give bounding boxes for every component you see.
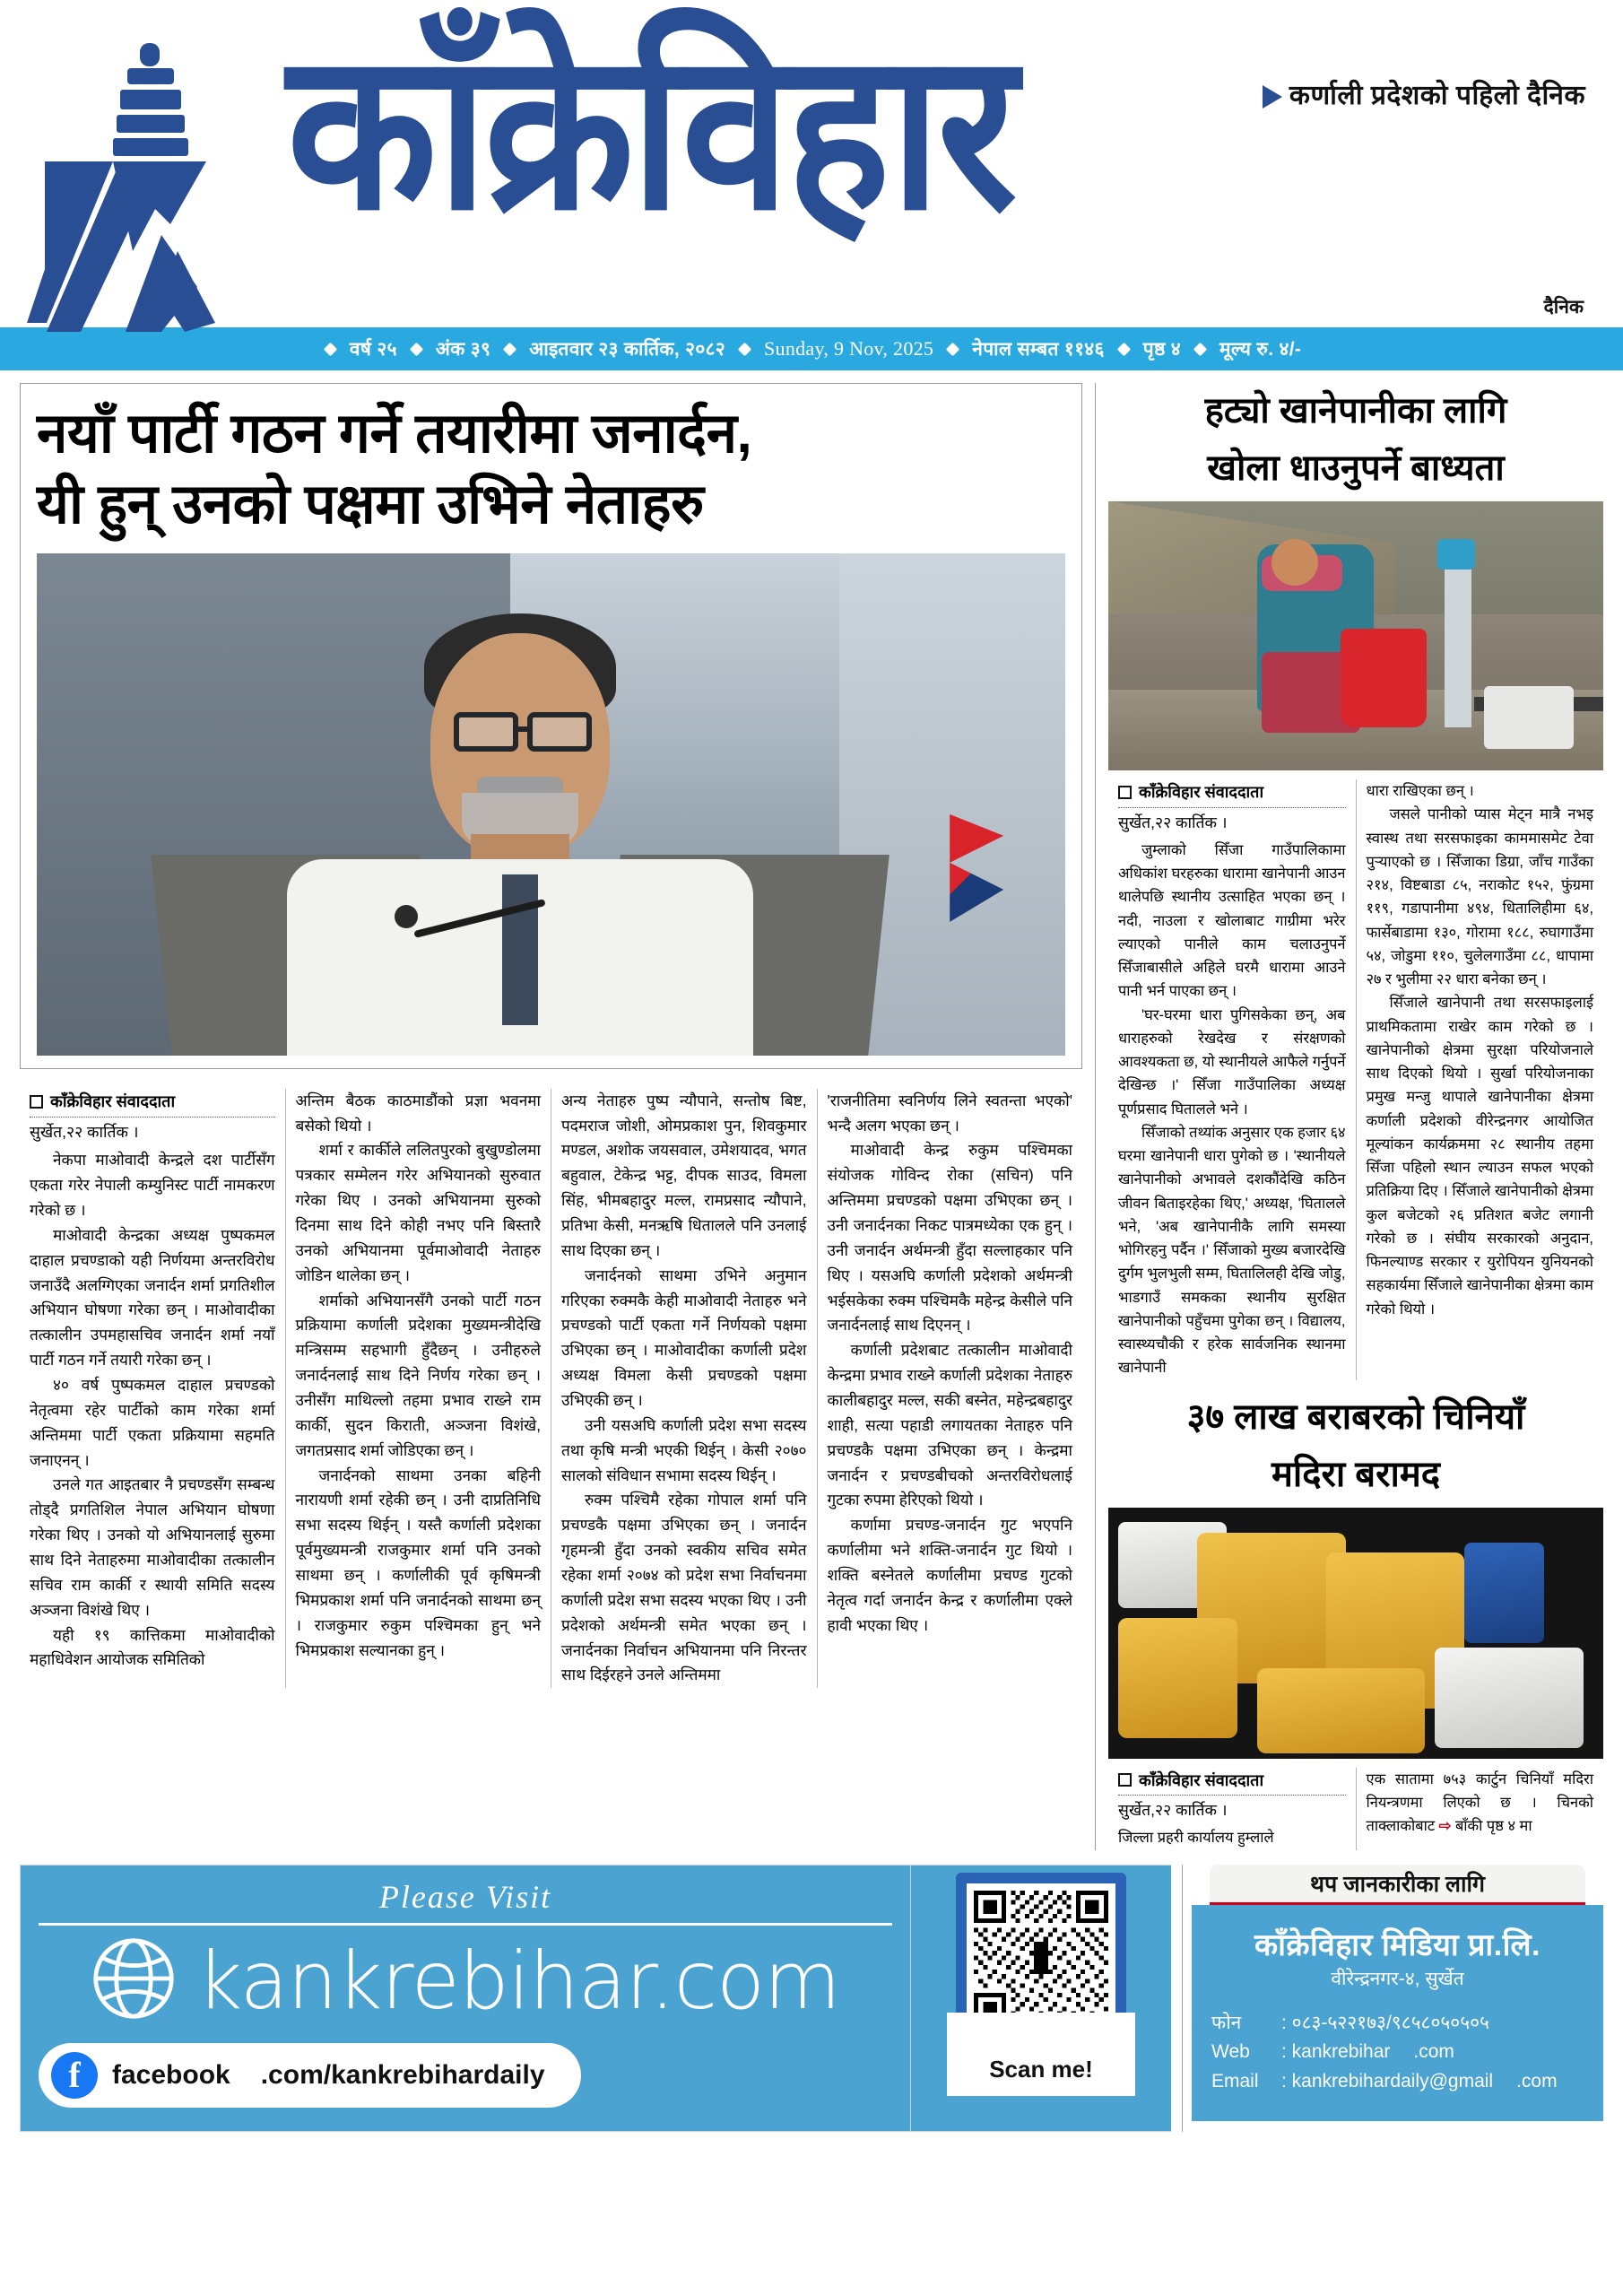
contact-web-domain: kankrebihar xyxy=(1291,2041,1391,2063)
lead-paragraph: अन्तिम बैठक काठमाडौंको प्रज्ञा भवनमा बसेको थियो । xyxy=(295,1091,541,1135)
lead-column-4 xyxy=(818,1089,1083,1689)
contact-panel xyxy=(1192,1905,1603,2122)
info-nepal-sambat-text: नेपाल सम्बत ११४६ xyxy=(972,339,1105,360)
please-visit-label: Please Visit xyxy=(39,1878,892,1926)
diamond-bullet-icon xyxy=(503,342,517,356)
lead-paragraph: शर्माको अभियानसँगै उनको पार्टी गठन प्रक्रियामा कर्णाली प्रदेशका मुख्यमन्त्रीदेखि मन्त्रिसम्म सहभागी हुँदैछन् । उनीहरुले जनार्दनलाई साथ दिने निर्णय गरेका छन् । उनीसँग माथिल्लो तहमा प्रभाव राख्ने राम कार्की, सुदन किरातीे, अञ्जना विशंखे, जगतप्रसाद शर्मा जोडिएका छन् । xyxy=(295,1291,541,1459)
diamond-bullet-icon xyxy=(410,342,424,356)
lead-paragraph: रुक्म पश्चिमै रहेका गोपाल शर्मा पनि प्रचण्डकै पक्षमा उभिएका छन् । जनार्दन गृहमन्त्री हुँदा उनको स्वकीय सचिव समेत रहेका शर्मा २०७४ को प्रदेश सभा निर्वाचनमा कर्णाली प्रदेश सभा सदस्य भएका थिए । उनी प्रदेशको अर्थमन्त्री समेत भएका छन् । जनार्दनका निर्वाचन अभियानमा पनि निरन्तर साथ दिईरहने उनले अन्तिममा xyxy=(561,1491,807,1684)
water-paragraph: जुम्लाको सिँजा गाउँपालिकामा अधिकांश घरहरुका धारामा खानेपानी आउन थालेपछि स्थानीय उत्साहित भएका छन् । नदी, नाउला र खोलाबाट गाग्रीमा भरेर ल्याएको पानीले काम चलाउनुपर्ने सिँजाबासीले अहिले घरमै धारामा आउने पानी भर्न पाएका छन् । xyxy=(1118,841,1346,1000)
info-pages-text: पृष्ठ ४ xyxy=(1142,339,1181,360)
diamond-bullet-icon xyxy=(946,342,960,356)
footer-advertisement xyxy=(20,1865,1603,2132)
contact-phone-value: : ०८३-५२२१७३/९८५८०५०५०५ xyxy=(1281,2012,1489,2033)
lead-paragraph: माओवादी केन्द्र रुकुम पश्चिमका संयोजक गोविन्द रोका (सचिन) पनि अन्तिममा प्रचण्डको पक्षमा उभिएका छन् । उनी जनार्दनका निकट पात्रमध्येका एक हुन् । उनी जनार्दन अर्थमन्त्री हुँदा सल्लाहकार पनि थिए । यसअघि कर्णाली प्रदेशको अर्थमन्त्री भईसकेका रुक्म पश्चिमकै महेन्द्र केसीले पनि जनार्दनलाई साथ दिएनन् । xyxy=(827,1141,1072,1335)
water-column-2 xyxy=(1357,779,1604,1380)
column-divider xyxy=(1095,383,1096,1850)
diamond-bullet-icon xyxy=(1116,342,1131,356)
side-headline-1-line-2: खोला धाउनुपर्ने बाध्यता xyxy=(1207,448,1505,488)
liquor-dateline: सुर्खेत,२२ कार्तिक । xyxy=(1118,1801,1228,1820)
liquor-column-1 xyxy=(1108,1768,1357,1850)
lead-paragraph: कर्णामा प्रचण्ड-जनार्दन गुट भएपनि कर्णालीमा भने शक्ति-जनार्दन गुट थियो । शक्ति बस्नेतले कर्णालीमा प्रचण्ड गुटको नेतृत्व गर्दा जनार्दन केन्द्र र कर्णालीमा एक्ले हावी भएका थिए । xyxy=(827,1516,1072,1634)
qr-code-block[interactable] xyxy=(911,1865,1171,2132)
liquor-paragraph-text: एक सातामा ७५३ कार्टुन चिनियाँ मदिरा नियन्त्रणमा लिएको छ । चिनको ताक्लाकोबाट xyxy=(1366,1770,1593,1835)
continuation-arrow-icon: ⇨ xyxy=(1438,1818,1452,1835)
more-info-tab: थप जानकारीका लागि xyxy=(1210,1865,1585,1905)
water-byline-text: काँक्रेविहार संवाददाता xyxy=(1139,783,1264,801)
info-issue-text: अंक ३९ xyxy=(435,339,491,360)
contact-email-label: Email xyxy=(1211,2070,1259,2092)
side-headline-2-line-1: ३७ लाख बराबरको चिनियाँ xyxy=(1186,1396,1525,1437)
contact-phone-label: फोन xyxy=(1211,2012,1242,2033)
liquor-column-2 xyxy=(1357,1768,1604,1850)
lead-paragraph: कर्णाली प्रदेशबाट तत्कालीन माओवादी केन्द्रमा प्रभाव राख्ने कर्णाली प्रदेशका नेताहरु कालीबहादुर मल्ल, सकी बस्नेत, महेन्द्रबहादुर शाही, सत्या पहाडी लगायतका नेताहरु पनि प्रचण्डकै पक्षमा उभिएका छन् । केन्द्रमा जनार्दन र प्रचण्डबीचको अन्तरविरोधलाई गुटका रुपमा हेरिएको थियो । xyxy=(827,1341,1072,1509)
website-url-text[interactable]: kankrebihar.com xyxy=(196,1934,840,2027)
square-bullet-icon xyxy=(1118,786,1132,799)
lead-paragraph: उनले गत आइतबार नै प्रचण्डसँग सम्बन्ध तोड्दै प्रगतिशिल नेपाल अभियान घोषणा गरेका थिए । उनको यो अभियानलाई सुरुमा साथ दिने नेताहरुमा माओवादीका तत्कालीन सचिव राम कार्की र स्थायी समिति सदस्य अञ्जना विशंखे थिए । xyxy=(30,1475,275,1619)
lead-headline-line-2: यी हुन् उनको पक्षमा उभिने नेताहरु xyxy=(37,474,704,536)
secondary-stories-zone xyxy=(1108,383,1603,1850)
water-paragraph: 'घर-घरमा धारा पुगिसकेका छन्, अब धाराहरुको रेखदेख र संरक्षणको आवश्यकता छ, यो स्थानीयले आफैले गर्नुपर्ने देखिन्छ ।' सिँजा गाउँपालिका अध्यक्ष पूर्णप्रसाद घितालले भने । xyxy=(1118,1006,1346,1118)
side-headline-2-line-2: मदिरा बरामद xyxy=(1271,1454,1441,1494)
contact-email-value[interactable]: : kankrebihardaily@gmail .com xyxy=(1281,2070,1558,2092)
contact-rows xyxy=(1211,2009,1584,2097)
facebook-pill[interactable] xyxy=(39,2043,581,2108)
lead-headline-box xyxy=(20,383,1082,1069)
water-story-photo xyxy=(1108,501,1603,770)
triangle-arrow-icon xyxy=(1263,85,1282,109)
facebook-handle: .com/kankrebihardaily xyxy=(260,2059,545,2090)
info-english-date-text: Sunday, 9 Nov, 2025 xyxy=(764,337,934,360)
facebook-text xyxy=(112,2060,545,2091)
continuation-label: बाँकी पृष्ठ ४ मा xyxy=(1454,1818,1532,1835)
lead-paragraph: उनी यसअघि कर्णाली प्रदेश सभा सदस्य तथा कृषि मन्त्री भएकी थिईन् । केसी २०७० सालको संविधान सभामा सदस्य थिईन् । xyxy=(561,1415,807,1484)
info-english-date xyxy=(731,337,939,361)
lead-paragraph: शर्मा र कार्कीले ललितपुरको बुखुण्डोलमा पत्रकार सम्मेलन गरेर अभियानको सुरुवात गरेका थिए । उनको अभियानमा सुरुको दिनमा साथ दिने कोही नभए पनि बिस्तारै उनको अभियानमा पूर्वमाओवादी नेताहरु जोडिन थालेका छन् । xyxy=(295,1141,541,1284)
newspaper-nameplate: काँक्रेविहार xyxy=(287,10,1014,255)
lead-paragraph: जनार्दनको साथमा उभिने अनुमान गरिएका रुक्मकै केही माओवादी नेताहरु भने प्रचण्डको पार्टी एकता गर्ने निर्णयको पक्षमा उभिएका छन् । माओवादीका कर्णाली प्रदेश अध्यक्ष विमला केसी प्रचण्डको पक्षमा उभिएकी छन् । xyxy=(561,1265,807,1410)
info-nepali-date-text: आइतवार २३ कार्तिक, २०८२ xyxy=(529,339,725,360)
lead-story-zone xyxy=(20,383,1082,1850)
contact-web-label: Web xyxy=(1211,2041,1250,2063)
kankrebihar-logo-icon xyxy=(27,27,296,332)
water-paragraph: धारा राखिएका छन् । xyxy=(1366,783,1474,799)
water-column-1 xyxy=(1108,779,1357,1380)
lead-column-1 xyxy=(20,1089,286,1689)
company-address: वीरेन्द्रनगर-४, सुर्खेत xyxy=(1331,1968,1464,1989)
lead-column-2 xyxy=(286,1089,552,1689)
lead-paragraph: ४० वर्ष पुष्पकमल दाहाल प्रचण्डको नेतृत्वमा रहेर पार्टीको काम गरेका शर्मा अन्तिममा पार्टी एकता प्रक्रियामा सहमति जनाएनन् । xyxy=(30,1375,275,1469)
contact-panel-wrapper xyxy=(1182,1865,1603,2132)
masthead-tagline xyxy=(1263,75,1585,112)
diamond-bullet-icon xyxy=(324,342,338,356)
masthead-title-area xyxy=(287,9,1596,317)
liquor-byline xyxy=(1118,1768,1346,1796)
water-story-columns xyxy=(1108,779,1603,1380)
info-year xyxy=(317,336,403,361)
water-byline xyxy=(1118,779,1346,808)
scan-me-label: Scan me! xyxy=(947,2013,1135,2096)
facebook-label: facebook xyxy=(112,2059,230,2090)
lead-paragraph: माओवादी केन्द्रका अध्यक्ष पुष्पकमल दाहाल प्रचण्डाको यही निर्णयमा अन्तरविरोध जनाउँदै अलग्गिएका जनार्दन शर्मा प्रगतिशील अभियान घोषणा गरेका छन् । माओवादीका तत्कालीन उपमहासचिव जनार्दन शर्मा नयाँ पार्टी गठन गर्ने तयारी गरेका छन् । xyxy=(30,1225,275,1370)
qr-inner xyxy=(967,1883,1115,2032)
company-name: काँक्रेविहार मिडिया प्रा.लि. xyxy=(1254,1927,1541,1962)
contact-web-value[interactable]: : kankrebihar .com xyxy=(1281,2041,1454,2063)
lead-paragraph: अन्य नेताहरु पुष्प न्यौपाने, सन्तोष बिष्ट, पदमराज जोशी, ओमप्रकाश पुन, शिवकुमार मण्डल, अशोक जयसवाल, उमेशयादव, भगत बहुवाल, टेकेन्द्र भट्ट, दीपक साउद, विमला सिंह, भीमबहादुर मल्ल, रामप्रसाद न्यौपाने, प्रतिभा केसी, मनऋषि धितालले पनि उनलाई साथ दिएका छन् । xyxy=(561,1091,807,1259)
liquor-story-columns xyxy=(1108,1768,1603,1850)
water-paragraph: सिँजाले खानेपानी तथा सरसफाइलाई प्राथमिकतामा राखेर काम गरेको छ । खानेपानीको क्षेत्रमा सुरक्षा परियोजनाले साथ दिएको थियो । सुर्खा परियोजनाका प्रमुख मन्जु थापाले खानेपानीका क्षेत्रमा कर्णाली प्रदेशको वीरेन्द्रनगर आयोजित मूल्यांकन कार्यक्रममा २८ स्थानीय तहमा सिँजा पहिलो स्थान ल्याउन सफल भएको प्रतिक्रिया दिए । सिँजाले खानेपानीको क्षेत्रमा कुल बजेटको २६ प्रतिशत बजेट लगानी गरेको छ । संघीय सरकारको अनुदान, फिनल्याण्ड सरकार र युरोपियन युनियनको सहकार्यमा सिँजाले खानेपानीका क्षेत्रमा काम गरेको थियो । xyxy=(1366,995,1593,1318)
page-content xyxy=(0,370,1623,1850)
lead-paragraph: 'राजनीतिमा स्वनिर्णय लिने स्वतन्ता भएको' भन्दै अलग भएका छन् । xyxy=(827,1091,1072,1135)
diamond-bullet-icon xyxy=(1193,342,1208,356)
square-bullet-icon xyxy=(30,1095,43,1109)
info-price xyxy=(1186,336,1306,361)
website-ad-panel xyxy=(20,1865,911,2132)
liquor-byline-text: काँक्रेविहार संवाददाता xyxy=(1139,1770,1264,1789)
lead-paragraph: यही १९ कात्तिकमा माओवादीको महाधिवेशन आयोजक समितिको xyxy=(30,1625,275,1669)
info-price-text: मूल्य रु. ४/- xyxy=(1219,339,1302,360)
masthead xyxy=(0,0,1623,327)
contact-email-tld: .com xyxy=(1516,2070,1558,2092)
lead-dateline: सुर्खेत,२२ कार्तिक । xyxy=(30,1122,139,1141)
qr-code-icon[interactable] xyxy=(974,1891,1108,2025)
tagline-text: कर्णाली प्रदेशको पहिलो दैनिक xyxy=(1289,81,1585,110)
contact-email-address: kankrebihardaily@gmail xyxy=(1291,2070,1494,2092)
water-paragraph: जसले पानीको प्यास मेट्न मात्रै नभइ स्वास्थ तथा सरसफाइका काममासमेट टेवा पुर्‍याएको छ । सिँजाका डिग्रा, जाँच गाउँका २१४, विष्टबाडा ८५, नराकोट १५२, फुंग्रमा ११९, गडापानीमा ४९४, धितालिहीमा ६४, फार्सेबाडामा १३०, गोरामा १८८, रुघागाउँमा ५४, जोडुमा ११०, चुलेलगाउँमा ८८, धापामा २७ र भुलीमा २२ धारा बनेका छन् । xyxy=(1366,806,1593,987)
lead-headline-line-1: नयाँ पार्टी गठन गर्ने तयारीमा जनार्दन, xyxy=(37,403,752,465)
lead-paragraph: नेकपा माओवादी केन्द्रले दश पार्टीसँग एकता गरेर नेपाली कम्युनिस्ट पार्टी नामकरण गरेको छ । xyxy=(30,1151,275,1219)
lead-column-3 xyxy=(551,1089,818,1689)
lead-byline xyxy=(30,1089,275,1118)
contact-row-phone xyxy=(1211,2009,1584,2039)
lead-paragraph: जनार्दनको साथमा उनका बहिनी नारायणी शर्मा रहेकी छन् । उनी दाप्रतिनिधि सभा सदस्य थिईन् । यस्तै कर्णाली प्रदेशका पूर्वमुख्यमन्त्री राजकुमार शर्मा पनि उनको साथमा छन् । कर्णालीकी पूर्व कृषिमन्त्री भिमप्रकाश शर्मा पनि जनार्दनको साथमा छन् । राजकुमार रुकुम पश्चिमका हुन् भने भिमप्रकाश सल्यानका हुन् । xyxy=(295,1465,541,1659)
contact-row-web xyxy=(1211,2038,1584,2067)
square-bullet-icon xyxy=(1118,1773,1132,1787)
website-row[interactable] xyxy=(39,1935,892,2027)
lead-story-columns xyxy=(20,1080,1082,1689)
contact-row-email xyxy=(1211,2067,1584,2097)
water-dateline: सुर्खेत,२२ कार्तिक । xyxy=(1118,813,1228,831)
issue-info-bar xyxy=(0,327,1623,370)
info-nepal-sambat xyxy=(939,336,1110,361)
info-year-text: वर्ष २५ xyxy=(349,339,397,360)
liquor-paragraph xyxy=(1367,1768,1594,1839)
liquor-story-photo xyxy=(1108,1508,1603,1759)
lead-byline-text: काँक्रेविहार संवाददाता xyxy=(50,1091,176,1110)
globe-icon xyxy=(91,1935,177,2026)
diamond-bullet-icon xyxy=(738,342,752,356)
contact-phone-number: ०८३-५२२१७३/९८५८०५०५०५ xyxy=(1291,2012,1489,2033)
info-issue xyxy=(403,336,731,361)
info-pages xyxy=(1110,336,1186,361)
facebook-icon xyxy=(51,2052,98,2099)
water-paragraph: सिँजाको तथ्यांक अनुसार एक हजार ६४ घरमा खानेपानी धारा पुगेको छ । 'स्थानीयले खानेपानीको अभावले दशकौंदेखि कठिन जीवन बिताइरहेका थिए,' अध्यक्ष, 'घितालले भने, 'अब खानेपानीकै लागि समस्या भोगिरहनु पर्दैन ।' सिँजाको मुख्य बजारदेखि दुर्गम भुलभुली सम्म, घितालिलही देखि जोडु, भाडगाउँ समकका स्थानीय सुरक्षित खानेपानीको पहुँचमा पुगेका छन् । विद्यालय, स्वास्थ्यचौकी र हरेक सार्वजनिक स्थानमा खानेपानी xyxy=(1118,1124,1346,1377)
liquor-paragraph: जिल्ला प्रहरी कार्यालय हुम्लाले xyxy=(1118,1830,1274,1847)
side-story-water xyxy=(1108,383,1603,1380)
side-story-liquor xyxy=(1108,1389,1603,1850)
lead-story-photo xyxy=(37,553,1065,1056)
side-headline-1-line-1: हट्यो खानेपानीका लागि xyxy=(1204,391,1507,430)
contact-web-tld: .com xyxy=(1413,2041,1454,2063)
masthead-dainik-label: दैनिक xyxy=(1543,297,1584,317)
